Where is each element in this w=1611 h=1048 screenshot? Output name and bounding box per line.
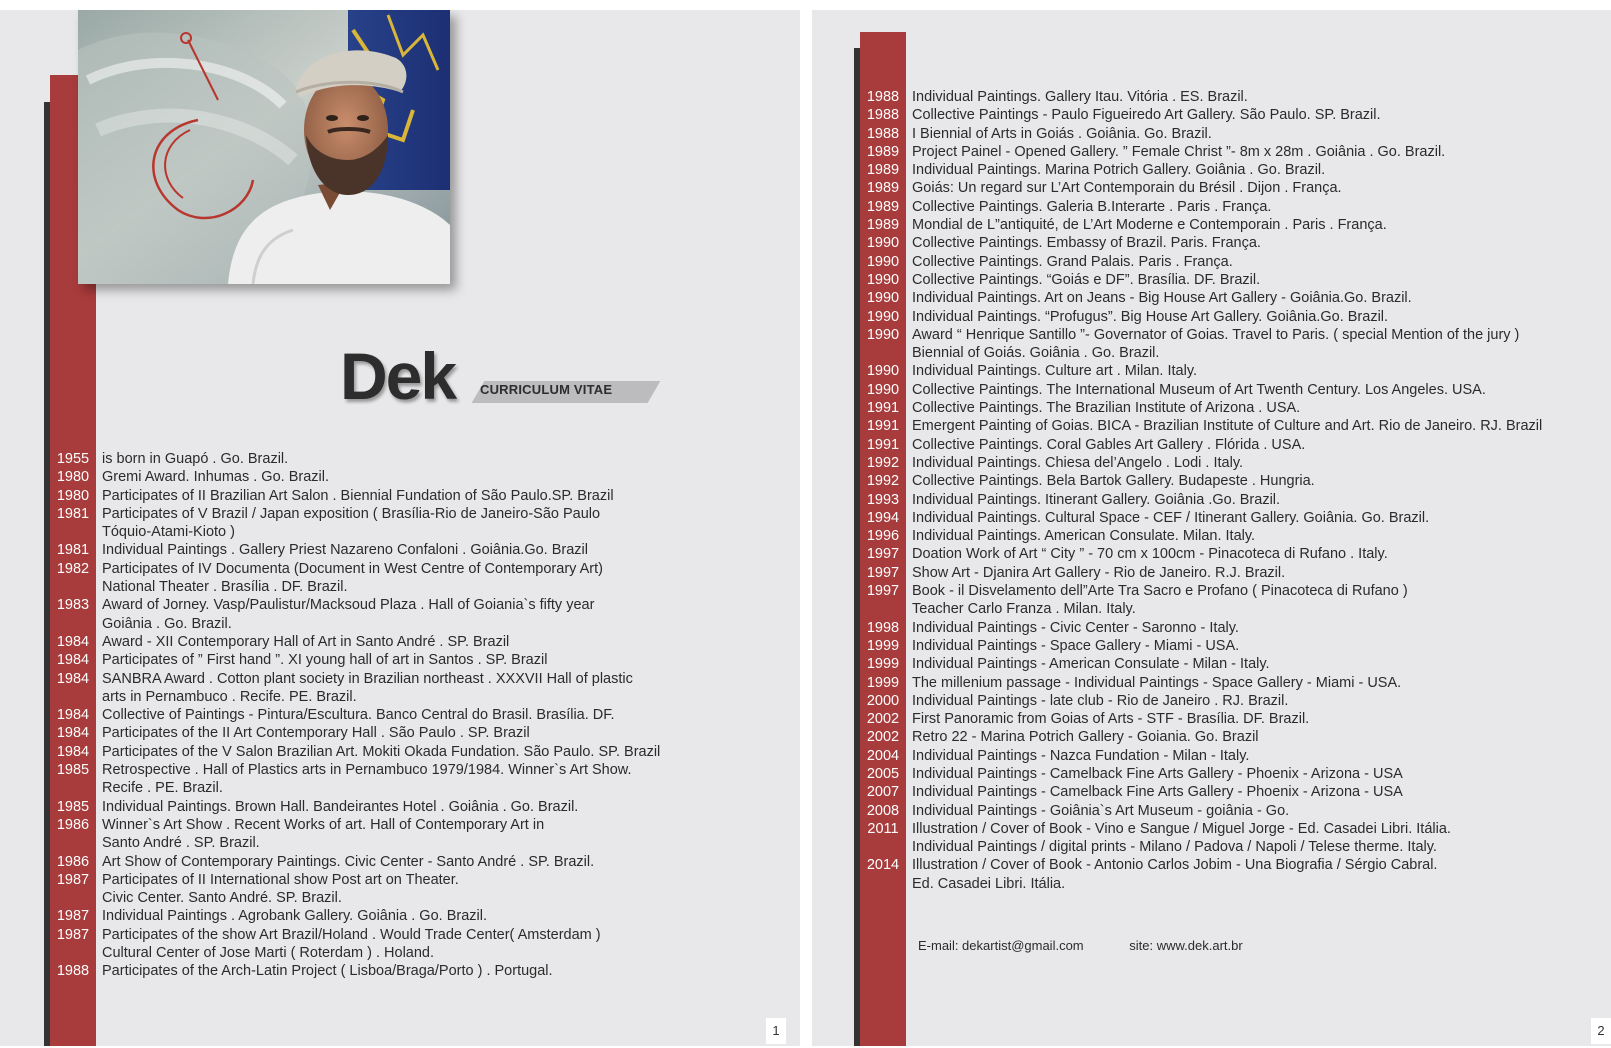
entry-text-line: Participates of IV Documenta (Document in West Centre of Contemporary Art) — [102, 560, 603, 577]
entry-year: 1992 — [866, 454, 900, 471]
entry-year: 1981 — [56, 505, 90, 522]
cv-entry — [50, 926, 770, 963]
cv-entry — [50, 651, 770, 669]
entry-description — [96, 541, 588, 559]
entry-year: 1983 — [56, 597, 90, 614]
entry-text-line: Participates of ” First hand ”. XI young hall of art in Santos . SP. Brazil — [102, 652, 548, 669]
artist-name: Dek — [340, 339, 456, 413]
entry-description — [906, 417, 1542, 435]
entry-description — [906, 564, 1285, 582]
entry-text-line: Retrospective . Hall of Plastics arts in Pernambuco 1979/1984. Winner`s Art Show. — [102, 762, 632, 779]
entry-description — [906, 179, 1342, 197]
entry-text-line: Santo André . SP. Brazil. — [102, 835, 260, 852]
entry-year: 1980 — [56, 469, 90, 486]
cv-entry — [50, 468, 770, 486]
entry-description — [906, 161, 1325, 179]
entry-text-line: Individual Paintings - Civic Center - Saronno - Italy. — [912, 619, 1239, 636]
cv-entry — [860, 161, 1611, 179]
cv-entry — [50, 743, 770, 761]
entry-year: 1988 — [866, 125, 900, 142]
cv-entry — [860, 802, 1611, 820]
cv-entry — [860, 747, 1611, 765]
entry-text-line: Collective Paintings. Bela Bartok Gallery. Budapeste . Hungria. — [912, 473, 1315, 490]
entry-year: 1990 — [866, 235, 900, 252]
entry-text-line: The millenium passage - Individual Paintings - Space Gallery - Miami - USA. — [912, 674, 1402, 691]
artist-photo — [78, 10, 450, 284]
entry-description — [906, 362, 1197, 380]
entry-description — [906, 472, 1315, 490]
entry-description — [906, 198, 1271, 216]
entry-description — [96, 871, 459, 908]
cv-entry — [50, 450, 770, 468]
entry-year: 1984 — [56, 725, 90, 742]
entry-text-line: Individual Paintings - American Consulate - Milan - Italy. — [912, 656, 1270, 673]
entry-text-line: Collective Paintings. Galeria B.Interarte . Paris . França. — [912, 198, 1272, 215]
entry-text-line: SANBRA Award . Cotton plant society in Brazilian northeast . XXXVII Hall of plastic — [102, 670, 633, 687]
entry-year: 1981 — [56, 542, 90, 559]
email-text: E-mail: dekartist@gmail.com — [918, 938, 1084, 953]
cv-entry — [50, 487, 770, 505]
entry-text-line: Individual Paintings. Culture art . Milan. Italy. — [912, 363, 1198, 380]
entry-description — [96, 487, 614, 505]
entry-description — [906, 234, 1261, 252]
artist-portrait-image — [78, 10, 450, 284]
entry-year: 1986 — [56, 853, 90, 870]
entry-description — [96, 468, 329, 486]
entry-text-line: Participates of the show Art Brazil/Holand . Would Trade Center( Amsterdam ) — [102, 926, 601, 943]
entry-text-line: Collective of Paintings - Pintura/Escultura. Banco Central do Brasil. Brasília. DF. — [102, 707, 615, 724]
cv-entry — [50, 871, 770, 908]
entry-description — [96, 743, 660, 761]
entry-description — [906, 88, 1248, 106]
entry-year: 1998 — [866, 619, 900, 636]
cv-entry — [50, 907, 770, 925]
entry-description — [906, 454, 1243, 472]
entry-year: 1992 — [866, 473, 900, 490]
entry-year: 2014 — [866, 857, 900, 874]
entry-description — [906, 308, 1388, 326]
entry-text-line: Individual Paintings . Gallery Priest Nazareno Confaloni . Goiânia.Go. Brazil — [102, 542, 588, 559]
entry-year: 1984 — [56, 707, 90, 724]
entry-year: 1988 — [56, 963, 90, 980]
entry-year: 1980 — [56, 487, 90, 504]
entry-text-line: Participates of V Brazil / Japan exposition ( Brasília-Rio de Janeiro-São Paulo — [102, 505, 601, 522]
entry-text-line: Individual Paintings. “Profugus”. Big House Art Gallery. Goiânia.Go. Brazil. — [912, 308, 1389, 325]
cv-entry — [860, 143, 1611, 161]
entry-description — [96, 926, 601, 963]
entry-text-line: Individual Paintings. Cultural Space - CEF / Itinerant Gallery. Goiânia. Go. Brazil. — [912, 509, 1430, 526]
entry-text-line: is born in Guapó . Go. Brazil. — [102, 451, 289, 467]
entry-year: 1989 — [866, 198, 900, 215]
entry-description — [906, 765, 1403, 783]
entry-year: 1990 — [866, 363, 900, 380]
entry-text-line: Goiás: Un regard sur L’Art Contemporain du Brésil . Dijon . França. — [912, 180, 1342, 197]
entry-year: 1993 — [866, 491, 900, 508]
entry-year: 1999 — [866, 674, 900, 691]
entry-year: 1984 — [56, 652, 90, 669]
entry-year: 2002 — [866, 711, 900, 728]
entry-year: 1990 — [866, 271, 900, 288]
entry-description — [96, 560, 603, 597]
entry-description — [96, 724, 530, 742]
entry-description — [906, 509, 1429, 527]
entry-description — [906, 802, 1289, 820]
cv-entry — [860, 527, 1611, 545]
entry-year: 1999 — [866, 656, 900, 673]
entry-year: 2004 — [866, 747, 900, 764]
entry-text-line: Individual Paintings. Chiesa del’Angelo . Lodi . Italy. — [912, 454, 1244, 471]
cv-entry — [860, 710, 1611, 728]
entry-year: 1984 — [56, 743, 90, 760]
entry-year: 1990 — [866, 326, 900, 343]
entry-text-line: Doation Work of Art “ City ” - 70 cm x 100cm - Pinacoteca di Rufano . Italy. — [912, 546, 1388, 563]
entry-text-line: Retro 22 - Marina Potrich Gallery - Goiania. Go. Brazil — [912, 729, 1259, 746]
entry-description — [96, 962, 553, 980]
cv-entry — [860, 783, 1611, 801]
entry-text-line: I Biennial of Arts in Goiás . Goiânia. Go. Brazil. — [912, 125, 1212, 142]
entry-description — [96, 907, 487, 925]
cv-entry — [860, 362, 1611, 380]
entry-year: 2007 — [866, 784, 900, 801]
cv-entry — [860, 417, 1611, 435]
entry-text-line: Individual Paintings . Agrobank Gallery. Goiânia . Go. Brazil. — [102, 908, 487, 925]
cv-entry — [860, 326, 1611, 363]
cv-entry — [50, 633, 770, 651]
entry-text-line: Collective Paintings. “Goiás e DF”. Brasília. DF. Brazil. — [912, 271, 1261, 288]
entry-text-line: Participates of the II Art Contemporary Hall . São Paulo . SP. Brazil — [102, 725, 530, 742]
entry-text-line: First Panoramic from Goias of Arts - STF - Brasília. DF. Brazil. — [912, 711, 1310, 728]
cv-entry — [860, 125, 1611, 143]
cv-entry — [860, 820, 1611, 857]
entry-year: 1989 — [866, 143, 900, 160]
cv-entry — [860, 308, 1611, 326]
entry-description — [96, 505, 600, 542]
entry-year: 1984 — [56, 633, 90, 650]
entry-year: 1982 — [56, 560, 90, 577]
entry-description — [906, 381, 1486, 399]
entry-text-line: Cultural Center of Jose Marti ( Roterdam ) . Holand. — [102, 945, 435, 962]
entry-description — [906, 655, 1270, 673]
entry-year: 1990 — [866, 253, 900, 270]
cv-page-1 — [0, 10, 800, 1046]
entry-year: 1989 — [866, 217, 900, 234]
entry-year: 1990 — [866, 290, 900, 307]
cv-entry — [50, 670, 770, 707]
entry-description — [906, 491, 1280, 509]
entry-text-line: Individual Paintings. Brown Hall. Bandeirantes Hotel . Goiânia . Go. Brazil. — [102, 798, 579, 815]
entry-description — [906, 125, 1212, 143]
entry-text-line: Show Art - Djanira Art Gallery - Rio de Janeiro. R.J. Brazil. — [912, 564, 1286, 581]
entry-description — [96, 798, 578, 816]
cv-entry — [860, 234, 1611, 252]
entry-description — [906, 289, 1412, 307]
entry-description — [96, 651, 547, 669]
cv-entry — [860, 856, 1611, 893]
page-number: 2 — [1591, 1018, 1611, 1044]
entry-year: 1987 — [56, 871, 90, 888]
entry-description — [906, 820, 1451, 857]
entry-year: 1986 — [56, 816, 90, 833]
cv-entry — [860, 472, 1611, 490]
entry-text-line: Ed. Casadei Libri. Itália. — [912, 875, 1066, 892]
website-text: site: www.dek.art.br — [1129, 938, 1243, 953]
entry-year: 1987 — [56, 926, 90, 943]
cv-entry — [860, 436, 1611, 454]
entry-text-line: Tóquio-Atami-Kioto ) — [102, 524, 235, 541]
cv-entry — [860, 289, 1611, 307]
entry-text-line: Award of Jorney. Vasp/Paulistur/Macksoud Plaza . Hall of Goiania`s fifty year — [102, 597, 595, 614]
cv-entry — [860, 545, 1611, 563]
entry-description — [906, 326, 1519, 363]
entry-text-line: Individual Paintings. Art on Jeans - Big House Art Gallery - Goiânia.Go. Brazil. — [912, 290, 1412, 307]
entry-text-line: Goiânia . Go. Brazil. — [102, 615, 232, 632]
entry-description — [906, 216, 1387, 234]
cv-entry — [860, 655, 1611, 673]
entry-year: 1955 — [56, 451, 90, 467]
entry-year: 1994 — [866, 509, 900, 526]
entry-text-line: Participates of the V Salon Brazilian Art. Mokiti Okada Fundation. São Paulo. SP. Brazil — [102, 743, 661, 760]
cv-entry — [860, 198, 1611, 216]
page-number: 1 — [766, 1018, 786, 1044]
entry-year: 2011 — [867, 820, 899, 837]
entry-text-line: arts in Pernambuco . Recife. PE. Brazil. — [102, 688, 357, 705]
entry-year: 1990 — [866, 381, 900, 398]
cv-entry — [860, 637, 1611, 655]
entry-year: 1997 — [866, 546, 900, 563]
entry-text-line: Individual Paintings - Camelback Fine Arts Gallery - Phoenix - Arizona - USA — [912, 765, 1403, 782]
entry-description — [906, 692, 1288, 710]
entry-description — [96, 450, 288, 468]
entry-description — [906, 399, 1300, 417]
entry-text-line: Individual Paintings. Marina Potrich Gallery. Goiânia . Go. Brazil. — [912, 162, 1326, 179]
entry-text-line: Collective Paintings. The International Museum of Art Twenth Century. Los Angeles. USA. — [912, 381, 1486, 398]
entry-text-line: Book - il Disvelamento dell”Arte Tra Sacro e Profano ( Pinacoteca di Rufano ) — [912, 583, 1408, 600]
cv-entry — [860, 179, 1611, 197]
entry-text-line: Collective Paintings - Paulo Figueiredo Art Gallery. São Paulo. SP. Brazil. — [912, 107, 1381, 124]
entry-text-line: Illustration / Cover of Book - Antonio Carlos Jobim - Una Biografia / Sérgio Cabral. — [912, 857, 1438, 874]
entry-description — [906, 271, 1260, 289]
entry-year: 1985 — [56, 798, 90, 815]
cv-entries-page-1 — [50, 450, 770, 981]
entry-year: 1997 — [866, 583, 900, 600]
cv-entry — [860, 271, 1611, 289]
entry-description — [906, 674, 1401, 692]
cv-entry — [860, 728, 1611, 746]
cv-entry — [50, 505, 770, 542]
entry-text-line: Individual Paintings. Gallery Itau. Vitória . ES. Brazil. — [912, 89, 1248, 105]
cv-entry — [860, 88, 1611, 106]
entry-text-line: Civic Center. Santo André. SP. Brazil. — [102, 890, 342, 907]
entry-text-line: Emergent Painting of Goias. BICA - Brazilian Institute of Culture and Art. Rio de Janeiro. RJ. Brazil — [912, 418, 1543, 435]
cv-entry — [860, 674, 1611, 692]
entry-year: 1991 — [866, 436, 900, 453]
entry-year: 2008 — [866, 802, 900, 819]
cv-entry — [860, 564, 1611, 582]
entry-text-line: Project Painel - Opened Gallery. ” Female Christ ”- 8m x 28m . Goiânia . Go. Brazil. — [912, 143, 1446, 160]
cv-entry — [50, 816, 770, 853]
cv-entry — [860, 253, 1611, 271]
cv-entry — [860, 399, 1611, 417]
entry-description — [96, 596, 594, 633]
cv-entry — [860, 619, 1611, 637]
entry-year: 1988 — [866, 107, 900, 124]
entry-text-line: Award “ Henrique Santillo ”- Governator of Goias. Travel to Paris. ( special Mention of the jury ) — [912, 326, 1520, 343]
entry-text-line: Art Show of Contemporary Paintings. Civic Center - Santo André . SP. Brazil. — [102, 853, 595, 870]
cv-entry — [50, 541, 770, 559]
cv-entry — [50, 724, 770, 742]
entry-description — [906, 637, 1239, 655]
entry-description — [906, 728, 1259, 746]
entry-description — [96, 816, 544, 853]
entry-description — [906, 106, 1381, 124]
entry-year: 2000 — [866, 692, 900, 709]
entry-description — [906, 527, 1255, 545]
cv-entries-page-2 — [860, 88, 1611, 893]
entry-description — [96, 633, 509, 651]
entry-text-line: Individual Paintings - late club - Rio de Janeiro . RJ. Brazil. — [912, 692, 1289, 709]
entry-text-line: Individual Paintings - Nazca Fundation - Milan - Italy. — [912, 747, 1250, 764]
entry-text-line: Individual Paintings - Goiânia`s Art Museum - goiânia - Go. — [912, 802, 1290, 819]
entry-text-line: Individual Paintings. Itinerant Gallery. Goiânia .Go. Brazil. — [912, 491, 1281, 508]
entry-text-line: Individual Paintings / digital prints - Milano / Padova / Napoli / Telese therme. Italy. — [912, 839, 1437, 856]
entry-text-line: Collective Paintings. Embassy of Brazil. Paris. França. — [912, 235, 1261, 252]
cv-entry — [860, 454, 1611, 472]
entry-text-line: Individual Paintings - Space Gallery - Miami - USA. — [912, 637, 1240, 654]
entry-description — [96, 853, 594, 871]
cv-entry — [860, 692, 1611, 710]
entry-text-line: Award - XII Contemporary Hall of Art in Santo André . SP. Brazil — [102, 633, 510, 650]
entry-text-line: Collective Paintings. Coral Gables Art Gallery . Flórida . USA. — [912, 436, 1306, 453]
entry-year: 1987 — [56, 908, 90, 925]
entry-year: 1996 — [866, 528, 900, 545]
contact-info — [918, 938, 1285, 953]
entry-text-line: Participates of the Arch-Latin Project ( Lisboa/Braga/Porto ) . Portugal. — [102, 963, 553, 980]
cv-subtitle: CURRICULUM VITAE — [480, 382, 613, 397]
entry-description — [906, 253, 1233, 271]
entry-description — [906, 619, 1239, 637]
entry-text-line: Winner`s Art Show . Recent Works of art. Hall of Contemporary Art in — [102, 816, 545, 833]
entry-text-line: Individual Paintings - Camelback Fine Arts Gallery - Phoenix - Arizona - USA — [912, 784, 1403, 801]
entry-year: 1991 — [866, 400, 900, 417]
entry-description — [906, 143, 1445, 161]
entry-description — [96, 706, 615, 724]
entry-description — [96, 761, 632, 798]
entry-description — [906, 436, 1305, 454]
entry-description — [906, 582, 1408, 619]
entry-description — [906, 747, 1249, 765]
cv-entry — [50, 706, 770, 724]
cv-entry — [50, 761, 770, 798]
cv-entry — [860, 491, 1611, 509]
entry-year: 2002 — [866, 729, 900, 746]
entry-description — [906, 783, 1403, 801]
entry-text-line: Teacher Carlo Franza . Milan. Italy. — [912, 601, 1136, 618]
entry-text-line: Individual Paintings. American Consulate. Milan. Italy. — [912, 528, 1256, 545]
cv-entry — [50, 560, 770, 597]
cv-entry — [50, 853, 770, 871]
cv-entry — [860, 106, 1611, 124]
entry-text-line: National Theater . Brasília . DF. Brazil. — [102, 579, 348, 596]
entry-year: 1999 — [866, 637, 900, 654]
entry-year: 1985 — [56, 762, 90, 779]
entry-year: 1989 — [866, 180, 900, 197]
cv-entry — [860, 582, 1611, 619]
entry-year: 1989 — [866, 162, 900, 179]
entry-year: 1990 — [866, 308, 900, 325]
cv-entry — [860, 765, 1611, 783]
cv-entry — [50, 596, 770, 633]
cv-entry — [860, 381, 1611, 399]
cv-entry — [860, 216, 1611, 234]
entry-text-line: Illustration / Cover of Book - Vino e Sangue / Miguel Jorge - Ed. Casadei Libri. Itália. — [912, 820, 1451, 837]
entry-text-line: Recife . PE. Brazil. — [102, 780, 223, 797]
entry-text-line: Participates of II International show Post art on Theater. — [102, 871, 459, 888]
entry-text-line: Collective Paintings. The Brazilian Institute of Arizona . USA. — [912, 400, 1301, 417]
cv-title — [340, 339, 660, 423]
entry-text-line: Biennial of Goiás. Goiânia . Go. Brazil. — [912, 345, 1160, 362]
entry-description — [906, 545, 1388, 563]
entry-description — [906, 710, 1309, 728]
cv-entry — [860, 509, 1611, 527]
entry-year: 1988 — [866, 89, 900, 105]
entry-year: 2005 — [866, 765, 900, 782]
entry-text-line: Participates of II Brazilian Art Salon . Biennial Fundation of São Paulo.SP. Brazil — [102, 487, 614, 504]
entry-text-line: Gremi Award. Inhumas . Go. Brazil. — [102, 469, 329, 486]
entry-text-line: Mondial de L”antiquité, de L’Art Moderne e Contemporain . Paris . França. — [912, 217, 1387, 234]
cv-page-2 — [812, 10, 1611, 1046]
entry-year: 1997 — [866, 564, 900, 581]
cv-entry — [50, 798, 770, 816]
entry-description — [96, 670, 633, 707]
entry-year: 1984 — [56, 670, 90, 687]
entry-text-line: Collective Paintings. Grand Palais. Paris . França. — [912, 253, 1233, 270]
cv-entry — [50, 962, 770, 980]
entry-year: 1991 — [866, 418, 900, 435]
entry-description — [906, 856, 1437, 893]
